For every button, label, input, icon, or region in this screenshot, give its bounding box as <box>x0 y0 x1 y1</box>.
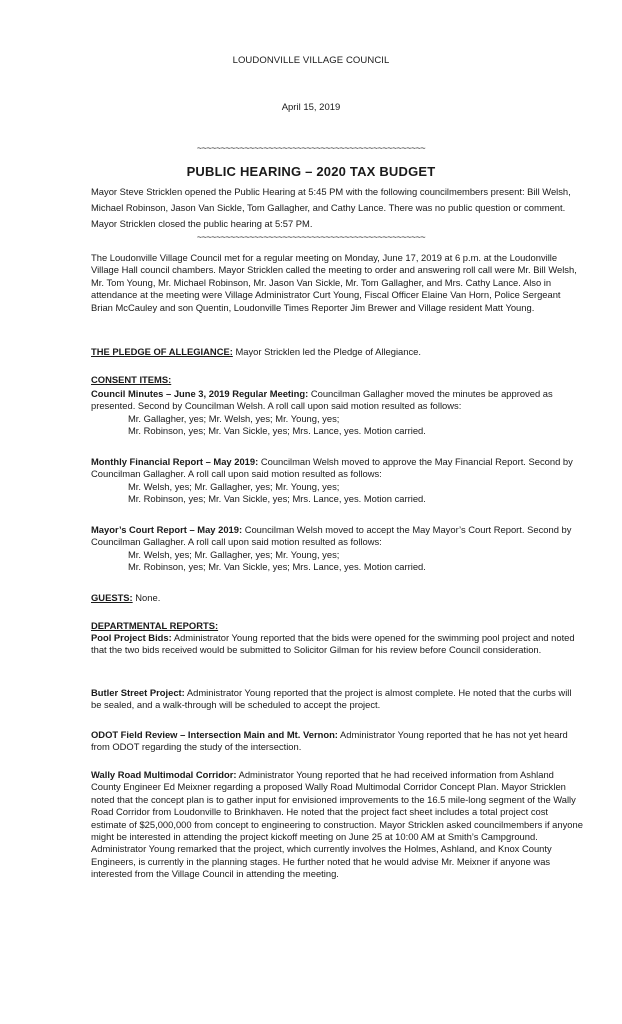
meeting-date: April 15, 2019 <box>281 102 341 113</box>
odot-review-section <box>91 729 583 754</box>
wally-road-section <box>91 769 583 881</box>
guests-section <box>91 592 583 604</box>
butler-street-label: Butler Street Project: <box>91 687 185 698</box>
public-hearing-text: Mayor Steve Stricklen opened the Public Hearing at 5:45 PM with the following councilmembers present: Bill Welsh, Michael Robinson, Jason Van Sickle, Tom Gallagher, and Cathy Lance. There was no public question or comment. Mayor Stricklen closed the public hearing at 5:57 PM. <box>91 186 571 229</box>
mayors-court-vote-2: Mr. Robinson, yes; Mr. Van Sickle, yes; Mrs. Lance, yes. Motion carried. <box>128 561 426 573</box>
butler-street-text: Administrator Young reported that the project is almost complete. He noted that the curbs will be sealed, and a walk-through will be scheduled to accept the project. <box>91 687 572 711</box>
consent-heading-label: CONSENT ITEMS: <box>91 374 172 385</box>
council-minutes-text: Councilman Gallagher moved the minutes be approved as presented. Second by Councilman Welsh. A roll call upon said motion resulted as follows: <box>91 388 553 412</box>
financial-report-label: Monthly Financial Report – May 2019: <box>91 456 259 467</box>
wally-road-label: Wally Road Multimodal Corridor: <box>91 769 237 780</box>
mayors-court-text: Councilman Welsh moved to accept the May Mayor’s Court Report. Second by Councilman Gallagher. A roll call upon said motion resulted as follows: <box>91 524 572 548</box>
pool-project-label: Pool Project Bids: <box>91 632 172 643</box>
meeting-intro: The Loudonville Village Council met for a regular meeting on Monday, June 17, 2019 at 6 p.m. at the Loudonville Village Hall council chambers. Mayor Stricklen called the meeting to order and answering roll call were Mr. Bill Welsh, Mr. Tom Young, Mr. Michael Robinson, Mr. Jason Van Sickle, Mr. Tom Gallagher, and Mrs. Cathy Lance. Also in attendance at the meeting were Village Administrator Curt Young, Fiscal Officer Elaine Van Horn, Police Sergeant Brian McCauley and son Quentin, Loudonville Times Reporter Jim Brewer and Village resident Matt Young. <box>91 252 577 313</box>
council-minutes-vote-2: Mr. Robinson, yes; Mr. Van Sickle, yes; Mrs. Lance, yes. Motion carried. <box>128 425 426 437</box>
council-minutes-vote-1: Mr. Gallagher, yes; Mr. Welsh, yes; Mr. Young, yes; <box>128 412 340 424</box>
council-minutes-section <box>91 388 583 438</box>
mayors-court-vote-1: Mr. Welsh, yes; Mr. Gallagher, yes; Mr. Young, yes; <box>128 548 340 560</box>
financial-report-vote-2: Mr. Robinson, yes; Mr. Van Sickle, yes; Mrs. Lance, yes. Motion carried. <box>128 493 426 505</box>
council-minutes-label: Council Minutes – June 3, 2019 Regular Meeting: <box>91 388 309 399</box>
wally-road-text: Administrator Young reported that he had received information from Ashland County Engineer Ed Meixner regarding a proposed Wally Road Multimodal Corridor Concept Plan. Mayor Stricklen noted that the concept plan is to gather input for envisioned improvements to the 16.5 mile-long segment of the Wally Road Corridor from Loudonville to Brinkhaven. He noted that the project fact sheet includes a total project cost estimate of $25,000,000 from concept to engineering to construction. Mayor Stricklen asked councilmembers if anyone might be interested in attending the project kickoff meeting on June 25 at 10:00 AM at Smith’s Campground. Administrator Young remarked that the project, which currently involves the Holmes, Ashland, and Knox County Engineers, is currently in the planning stages. He further noted that he would advise Mr. Meixner if anyone was interested from the Village Council in attending the meeting. <box>91 769 583 880</box>
mayors-court-label: Mayor’s Court Report – May 2019: <box>91 524 243 535</box>
pledge-section <box>91 346 583 358</box>
separator-top: ~~~~~~~~~~~~~~~~~~~~~~~~~~~~~~~~~~~~~~~~~~~~~~~~ <box>196 143 426 153</box>
guests-text: None. <box>135 592 161 603</box>
odot-review-text: Administrator Young reported that he has not yet heard from ODOT regarding the study of the intersection. <box>91 729 568 753</box>
pledge-text: Mayor Stricklen led the Pledge of Allegiance. <box>235 346 421 357</box>
departmental-heading-label: DEPARTMENTAL REPORTS: <box>91 620 219 631</box>
financial-report-vote-1: Mr. Welsh, yes; Mr. Gallagher, yes; Mr. Young, yes; <box>128 480 340 492</box>
pool-project-section <box>91 632 583 657</box>
separator-bottom: ~~~~~~~~~~~~~~~~~~~~~~~~~~~~~~~~~~~~~~~~~~~~~~~~ <box>196 232 426 242</box>
organization-header: LOUDONVILLE VILLAGE COUNCIL <box>232 55 390 66</box>
mayors-court-section <box>91 524 583 574</box>
consent-heading <box>91 374 583 386</box>
odot-review-label: ODOT Field Review – Intersection Main and Mt. Vernon: <box>91 729 338 740</box>
pool-project-text: Administrator Young reported that the bids were opened for the swimming pool project and noted that the two bids received would be submitted to Solicitor Gilman for his review before Council consideration. <box>91 632 575 656</box>
butler-street-section <box>91 687 583 712</box>
public-hearing-title: PUBLIC HEARING – 2020 TAX BUDGET <box>186 164 436 179</box>
financial-report-section <box>91 456 583 506</box>
departmental-heading <box>91 620 583 632</box>
guests-label: GUESTS: <box>91 592 133 603</box>
financial-report-text: Councilman Welsh moved to approve the May Financial Report. Second by Councilman Gallagher. A roll call upon said motion resulted as follows: <box>91 456 573 480</box>
pledge-label: THE PLEDGE OF ALLEGIANCE: <box>91 346 233 357</box>
